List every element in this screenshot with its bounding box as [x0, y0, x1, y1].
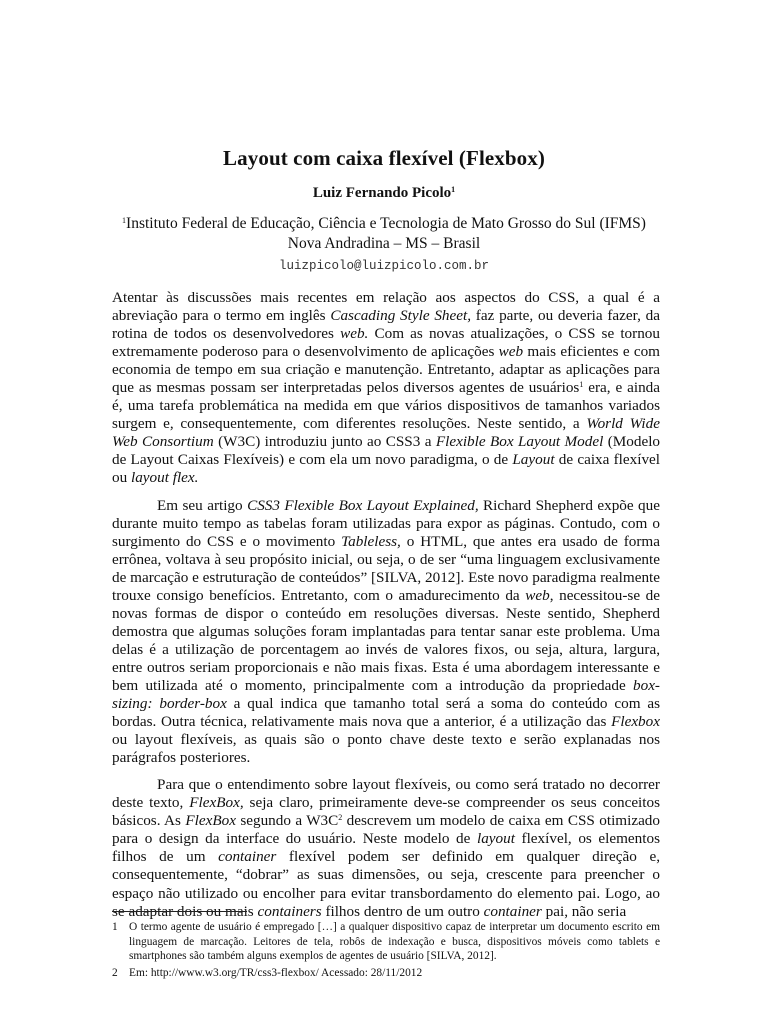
footnote-ref-2: 2 [338, 813, 343, 823]
footnote-ref-1: 1 [579, 380, 584, 390]
paper-title: Layout com caixa flexível (Flexbox) [223, 146, 545, 170]
footnote-divider [112, 911, 247, 912]
paragraph-2: Em seu artigo CSS3 Flexible Box Layout Explained, Richard Shepherd expõe que durante muito tempo as tabelas foram utilizadas para expor as páginas. Contudo, com o surgimento do CSS e o movimento Tableless, o HTML, que antes era usado de forma errônea, voltava à seu propósito inicial, ou seja, o de ser “uma linguagem exclusivamente de marcação e estruturação de conteúdos” [SILVA, 2012]. Este novo paradigma realmente trouxe consigo benefícios. Entretanto, com o amadurecimento da web, necessitou-se de novas formas de dispor o conteúdo em resoluções diversas. Neste sentido, Shepherd demostra que algumas soluções foram implantadas para tentar sanar este problema. Uma delas é a utilização de porcentagem ao invés de valores fixos, ou seja, altura, largura, entre outros seriam proporcionais e não mais fixas. Esta é uma abordagem interessante e bem utilizada até o momento, principalmente com a introdução da propriedade box-sizing: border-box a qual indica que tamanho total será a soma do conteúdo com as bordas. Outra técnica, relativamente mais nova que a anterior, é a utilização das Flexbox ou layout flexíveis, as quais são o ponto chave deste texto e serão explanadas nos parágrafos posteriores. [112, 496, 661, 767]
author-line [0, 185, 768, 202]
paragraph-3: Para que o entendimento sobre layout flexíveis, ou como será tratado no decorrer deste texto, FlexBox, seja claro, primeiramente deve-se compreender os seus conceitos básicos. As FlexBox segundo a $W3C^2$ descrevem um modelo de caixa em CSS otimizado para o design da interface do usuário. Neste modelo de layout flexível, os elementos filhos de um container flexível podem ser definido em qualquer direção e, consequentemente, “dobrar” as suas dimensões, ou seja, crescente para preencher o espaço não utilizado ou encolher para evitar transbordamento do elemento pai. Logo, ao se adaptar dois ou mais containers filhos dentro de um outro container pai, não seria [112, 776, 660, 920]
footnote-number: 1 [112, 921, 118, 933]
footnotes [112, 920, 660, 980]
footnote-text: Em: http://www.w3.org/TR/css3-flexbox/ Acessado: 28/11/2012 [129, 966, 423, 979]
footnote-1 [112, 920, 660, 964]
footnote-2 [112, 966, 660, 981]
footnote-text: O termo agente de usuário é empregado […] a qualquer dispositivo capaz de interpretar um documento escrito em linguagem de marcação. Leitores de tela, robôs de indexação e busca, dispositivos móveis como tablets e smartphones são também alguns exemplos de agentes de usuário [SILVA, 2012]. [129, 921, 660, 962]
affiliation-line-1: $^1$Instituto Federal de Educação, Ciência e Tecnologia de Mato Grosso do Sul (IFMS) [122, 215, 646, 232]
body-text [112, 289, 660, 921]
paragraph-1: Atentar às discussões mais recentes em relação aos aspectos do CSS, a qual é a abreviação para o termo em inglês Cascading Style Sheet, faz parte, ou deveria fazer, da rotina de todos os desenvolvedores web. Com as novas atualizações, o CSS se tornou extremamente poderoso para o desenvolvimento de aplicações web mais eficientes e com economia de tempo em sua criação e manutenção. Entretanto, adaptar as aplicações para que as mesmas possam ser interpretadas pelos diversos agentes de usuários$^1$ era, e ainda é, uma tarefa problemática na medida em que vários dispositivos de tamanhos variados surgem e, consequentemente, com diferentes resoluções. Neste sentido, a World Wide Web Consortium (W3C) introduziu junto ao CSS3 a Flexible Box Layout Model (Modelo de Layout Caixas Flexíveis) e com ela um novo paradigma, o de Layout de caixa flexível ou layout flex. [112, 289, 661, 487]
affiliation-line-2: Nova Andradina – MS – Brasil [287, 235, 481, 252]
author-name: Luiz Fernando Picolo [312, 185, 452, 201]
affiliation-block [0, 214, 768, 254]
affiliation-mark: 1 [122, 216, 127, 225]
author-affiliation-mark: 1 [451, 185, 456, 194]
author-email: luizpicolo@luizpicolo.com.br [278, 259, 490, 273]
footnote-number: 2 [112, 966, 118, 979]
